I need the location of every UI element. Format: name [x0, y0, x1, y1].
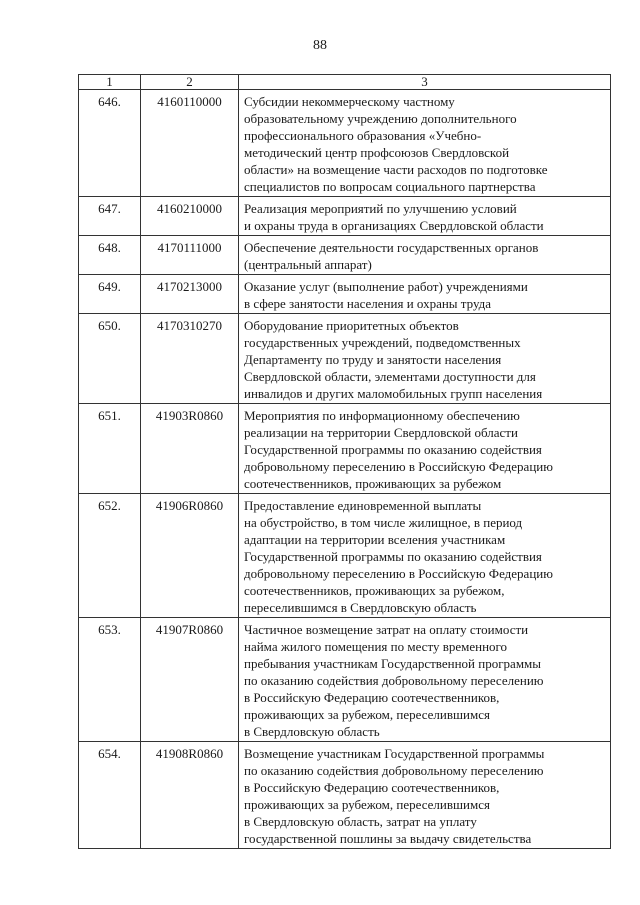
column-header-3: 3 [239, 75, 611, 90]
table-row [79, 275, 611, 314]
row-number: 653. [79, 618, 141, 742]
row-number: 646. [79, 90, 141, 197]
column-header-2: 2 [141, 75, 239, 90]
table-row [79, 618, 611, 742]
description-line: Государственной программы по оказанию содействия [244, 549, 542, 564]
expense-description [239, 742, 611, 849]
description-line: в Российскую Федерацию соотечественников, [244, 780, 500, 795]
description-line: области» на возмещение части расходов по подготовке [244, 162, 548, 177]
description-line: в Свердловскую область [244, 724, 380, 739]
description-line: в Российскую Федерацию соотечественников, [244, 690, 500, 705]
description-line: и охраны труда в организациях Свердловской области [244, 218, 544, 233]
description-line: Свердловской области, элементами доступности для [244, 369, 536, 384]
description-line: Мероприятия по информационному обеспечению [244, 408, 520, 423]
table-row [79, 494, 611, 618]
description-line: по оказанию содействия добровольному переселению [244, 763, 544, 778]
description-line: по оказанию содействия добровольному переселению [244, 673, 544, 688]
description-line: в сфере занятости населения и охраны труда [244, 296, 492, 311]
budget-code-table [78, 74, 611, 849]
description-line: соотечественников, проживающих за рубежом [244, 476, 502, 491]
description-line: Оборудование приоритетных объектов [244, 318, 459, 333]
description-line: добровольному переселению в Российскую Федерацию [244, 566, 553, 581]
budget-code: 4170310270 [141, 314, 239, 404]
description-line: профессионального образования «Учебно- [244, 128, 482, 143]
description-line: в Свердловскую область, затрат на уплату [244, 814, 477, 829]
row-number: 652. [79, 494, 141, 618]
description-line: Департаменту по труду и занятости населения [244, 352, 502, 367]
expense-description [239, 618, 611, 742]
expense-description [239, 404, 611, 494]
description-line: Предоставление единовременной выплаты [244, 498, 482, 513]
budget-code: 4160210000 [141, 197, 239, 236]
budget-code: 41906R0860 [141, 494, 239, 618]
table-row [79, 90, 611, 197]
expense-description [239, 90, 611, 197]
table-header-row [79, 75, 611, 90]
description-line: Обеспечение деятельности государственных органов [244, 240, 539, 255]
table-row [79, 404, 611, 494]
table-row [79, 742, 611, 849]
description-line: (центральный аппарат) [244, 257, 372, 272]
table-row [79, 197, 611, 236]
description-line: Оказание услуг (выполнение работ) учреждениями [244, 279, 528, 294]
expense-description [239, 197, 611, 236]
row-number: 649. [79, 275, 141, 314]
page-number: 88 [313, 38, 327, 53]
description-line: Возмещение участникам Государственной программы [244, 746, 545, 761]
description-line: образовательному учреждению дополнительного [244, 111, 517, 126]
table-row [79, 314, 611, 404]
budget-code: 4160110000 [141, 90, 239, 197]
description-line: переселившимся в Свердловскую область [244, 600, 477, 615]
description-line: проживающих за рубежом, переселившимся [244, 797, 490, 812]
description-line: инвалидов и других маломобильных групп населения [244, 386, 543, 401]
description-line: адаптации на территории вселения участникам [244, 532, 506, 547]
description-line: на обустройство, в том числе жилищное, в период [244, 515, 523, 530]
expense-description [239, 236, 611, 275]
description-line: государственных учреждений, подведомственных [244, 335, 521, 350]
row-number: 654. [79, 742, 141, 849]
expense-description [239, 275, 611, 314]
description-line: проживающих за рубежом, переселившимся [244, 707, 490, 722]
description-line: Частичное возмещение затрат на оплату стоимости [244, 622, 529, 637]
description-line: добровольному переселению в Российскую Федерацию [244, 459, 553, 474]
budget-code: 41907R0860 [141, 618, 239, 742]
budget-code: 4170111000 [141, 236, 239, 275]
row-number: 651. [79, 404, 141, 494]
row-number: 648. [79, 236, 141, 275]
description-line: Субсидии некоммерческому частному [244, 94, 455, 109]
row-number: 647. [79, 197, 141, 236]
description-line: Государственной программы по оказанию содействия [244, 442, 542, 457]
budget-code: 41908R0860 [141, 742, 239, 849]
description-line: методический центр профсоюзов Свердловской [244, 145, 510, 160]
budget-code: 41903R0860 [141, 404, 239, 494]
description-line: Реализация мероприятий по улучшению условий [244, 201, 517, 216]
row-number: 650. [79, 314, 141, 404]
description-line: пребывания участникам Государственной программы [244, 656, 542, 671]
description-line: соотечественников, проживающих за рубежом, [244, 583, 505, 598]
table-row [79, 236, 611, 275]
expense-description [239, 494, 611, 618]
description-line: реализации на территории Свердловской области [244, 425, 518, 440]
description-line: государственной пошлины за выдачу свидетельства [244, 831, 532, 846]
expense-description [239, 314, 611, 404]
description-line: специалистов по вопросам социального партнерства [244, 179, 536, 194]
description-line: найма жилого помещения по месту временного [244, 639, 508, 654]
budget-code: 4170213000 [141, 275, 239, 314]
column-header-1: 1 [79, 75, 141, 90]
